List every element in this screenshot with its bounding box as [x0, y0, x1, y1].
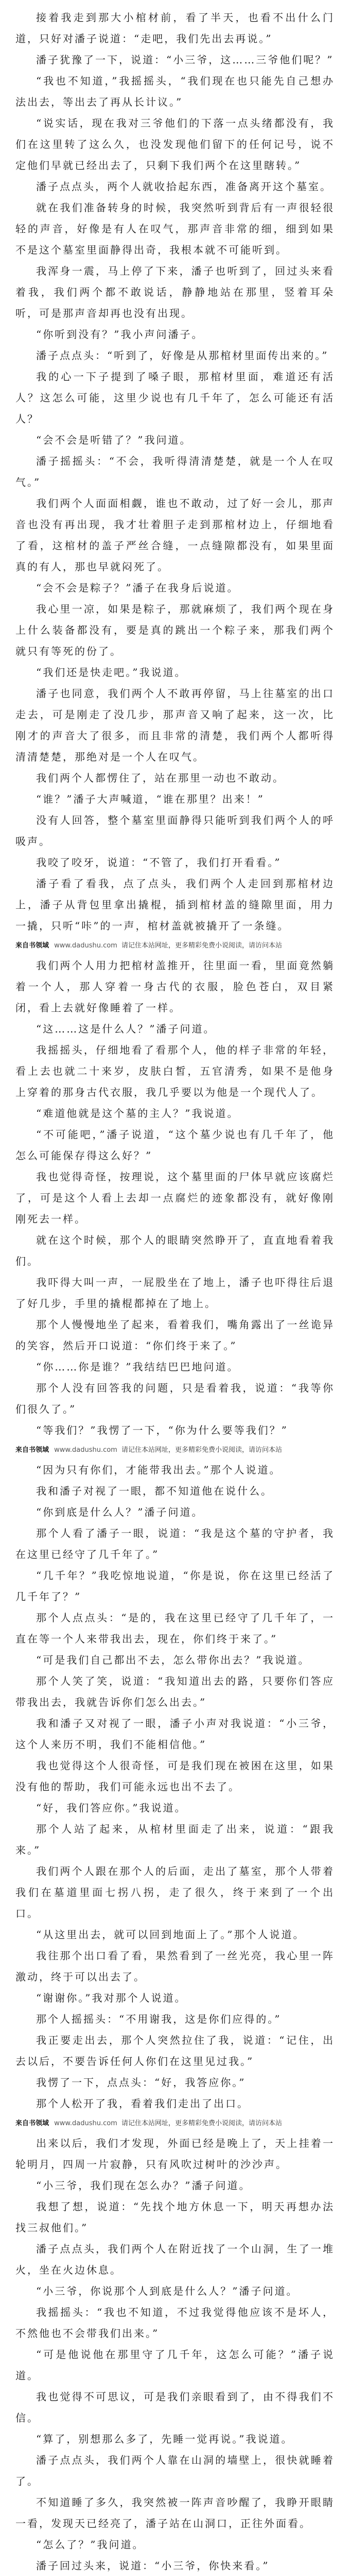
- paragraph: 我的心一下子提到了嗓子眼，那棺材里面，难道还有活人？这怎么可能，这里少说也有几千年了，怎么可能还有活人？: [15, 370, 335, 425]
- paragraph: “难道他就是这个墓的主人？”我说道。: [36, 1107, 239, 1120]
- paragraph: 潘子看了看我，点了点头，我们两个人走回到那棺材边上，潘子从背包里拿出撬棍，插到棺材盖的缝隙里面，用力一撬，只听“咔”的一声，棺材盖就被撬开了一条缝。: [15, 877, 335, 932]
- paragraph: 我和潘子对视了一眼，都不知道他在说什么。: [36, 1485, 273, 1497]
- paragraph: “我们还是快走吧。”我说道。: [36, 666, 187, 679]
- paragraph: 那个人站了起来，从棺材里面走了出来，说道：“跟我来。”: [15, 1823, 335, 1856]
- paragraph: 那个人看了潘子一眼，说道：“我是这个墓的守护者，我在这里已经守了几千年了。”: [15, 1527, 335, 1561]
- paragraph: 没有人回答，整个墓室里面静得只能听到我们两个人的呼吸声。: [15, 814, 335, 848]
- paragraph: “算了，别想那么多了，先睡一觉再说。”我说道。: [36, 2433, 293, 2445]
- paragraph: 我也觉得不可思议，可是我们亲眼看到了，由不得我们不信。: [15, 2391, 335, 2424]
- paragraph: “等我们？”我愣了一下，“你为什么要等我们？”: [36, 1424, 288, 1436]
- paragraph: “怎么了？”我问道。: [36, 2538, 145, 2551]
- site-banner[interactable]: [15, 1444, 335, 1456]
- paragraph: 那个人慢慢地坐了起来，看着我们，嘴角露出了一丝诡异的笑容，然后开口说道：“你们终于来了。”: [15, 1318, 335, 1352]
- paragraph: 潘子点点头，我们两个人在附近找了一个山洞，生了一堆火，坐在火边休息。: [15, 2243, 335, 2276]
- site-url[interactable]: www.dadushu.com: [54, 942, 117, 950]
- paragraph: 我也觉得这个人很奇怪，可是我们现在被困在这里，如果没有他的帮助，我们可能永远也出不去了。: [15, 1759, 335, 1793]
- paragraph: 我想了想，说道：“先找个地方休息一下，明天再想办法找三叔他们。”: [15, 2200, 335, 2234]
- paragraph: “谁？”潘子大声喊道，“谁在那里？出来！”: [36, 793, 265, 805]
- site-url[interactable]: www.dadushu.com: [54, 2120, 117, 2127]
- paragraph: “我也不知道，”我摇摇头，“我们现在也只能先自己想办法出去，等出去了再从长计议。”: [15, 75, 335, 108]
- paragraph: 我和潘子又对视了一眼，潘子小声对我说道：“小三爷，这个人来历不明，我们不能相信他。”: [15, 1717, 335, 1751]
- text-section-2: [15, 955, 335, 1441]
- site-name: 来自书领域: [15, 1446, 49, 1454]
- paragraph: “小三爷，你说那个人到底是什么人？”潘子问道。: [36, 2285, 299, 2297]
- paragraph: “可是我们自己都出不去，怎么带你出去？”我说道。: [36, 1654, 310, 1666]
- paragraph: 我们两个人跟在那个人的后面，走出了墓室，那个人带着我们在墓道里面七拐八拐，走了很久，终于来到了一个出口。: [15, 1865, 335, 1920]
- paragraph: “会不会是听错了？”我问道。: [36, 434, 192, 446]
- paragraph: 我心里一凉，如果是粽子，那就麻烦了，我们两个现在身上什么装备都没有，要是真的跳出一个粽子来，那我们两个就只有等死的份了。: [15, 603, 335, 657]
- paragraph: 潘子点点头：“听到了，好像是从那棺材里面传出来的。”: [36, 349, 329, 362]
- paragraph: “因为只有你们，才能带我出去。”那个人说道。: [36, 1464, 282, 1476]
- paragraph: 那个人没有回答我的问题，只是看着我，说道：“我等你们很久了。”: [15, 1382, 335, 1415]
- paragraph: “从这里出去，就可以回到地面上了。”那个人说道。: [36, 1928, 305, 1941]
- paragraph: “你听到没有？”我小声问潘子。: [36, 328, 204, 341]
- paragraph: “小三爷，我们现在怎么办？”潘子问道。: [36, 2179, 251, 2192]
- text-section-4: [15, 2133, 335, 2576]
- paragraph: “可是他说他在那里守了几千年，这怎么可能？”潘子说道。: [15, 2348, 335, 2382]
- paragraph: 接着我走到那大小棺材前，看了半天，也看不出什么门道，只好对潘子说道：“走吧，我们先出去再说。”: [15, 11, 335, 45]
- paragraph: 就在我们准备转身的时候，我突然听到背后有一声很轻很轻的声音，好像是有人在叹气，那声音非常的细，细到如果不是这个墓室里面静得出奇，我根本就不可能听到。: [15, 201, 335, 256]
- site-url[interactable]: www.dadushu.com: [54, 1446, 117, 1454]
- site-note: 请记住本站网址，更多精彩免费小说阅读，请访问本站: [121, 1446, 283, 1454]
- site-note: 请记住本站网址，更多精彩免费小说阅读，请访问本站: [121, 942, 283, 950]
- paragraph: 那个人笑了笑，说道：“我知道出去的路，只要你们答应带我出去，我就告诉你们怎么出去。”: [15, 1675, 335, 1708]
- site-note: 请记住本站网址，更多精彩免费小说阅读，请访问本站: [121, 2120, 283, 2127]
- paragraph: “会不会是粽子？”潘子在我身后说道。: [36, 582, 239, 594]
- paragraph: 我也觉得奇怪，按理说，这个墓里面的尸体早就应该腐烂了，可是这个人看上去却一点腐烂的迹象都没有，就好像刚刚死去一样。: [15, 1171, 335, 1225]
- paragraph: “你到底是什么人？”潘子问道。: [36, 1506, 204, 1518]
- paragraph: 潘子犹豫了一下，说道：“小三爷，这……三爷他们呢？”: [36, 54, 334, 66]
- paragraph: 我们两个人面面相觑，谁也不敢动，过了好一会儿，那声音也没有再出现，我才壮着胆子走到那棺材边上，仔细地看了看，这棺材的盖子严丝合缝，一点缝隙都没有，如果里面真的有人，那也早就闷死了。: [15, 497, 335, 573]
- paragraph: 不知道睡了多久，我突然被一阵声音吵醒了，我睁开眼睛一看，发现天已经亮了，潘子站在山洞口，正往外面看。: [15, 2496, 335, 2530]
- paragraph: 潘子点点头，我们两个人靠在山洞的墙壁上，很快就睡着了。: [15, 2454, 335, 2487]
- paragraph: “你……你是谁？”我结结巴巴地问道。: [36, 1361, 239, 1373]
- paragraph: 那个人摇摇头：“不用谢我，这是你们应得的。”: [36, 2013, 282, 2025]
- paragraph: 潘子摇摇头：“不会，我听得清清楚楚，就是一个人在叹气。”: [15, 455, 335, 488]
- paragraph: 我往那个出口看了看，果然看到了一丝光亮，我心里一阵激动，终于可以出去了。: [15, 1950, 335, 1983]
- paragraph: 我摇摇头：“我也不知道，不过我觉得他应该不是坏人，不然他也不会带我们出来。”: [15, 2306, 335, 2340]
- paragraph: “好，我们答应你。”我说道。: [36, 1802, 187, 1814]
- site-name: 来自书领域: [15, 942, 49, 950]
- paragraph: 潘子也同意，我们两个人不敢再停留，马上往墓室的出口走去，可是刚走了没几步，那声音又响了起来，这一次，比刚才的声音大了很多，而且非常的清楚，我们两个人都听得清清楚楚，那绝对是一个人在叹气。: [15, 687, 335, 763]
- paragraph: 我们两个人用力把棺材盖推开，往里面一看，里面竟然躺着一个人，那人穿着一身古代的衣服，脸色苍白，双目紧闭，看上去就好像睡着了一样。: [15, 959, 335, 1014]
- text-section-3: [15, 1460, 335, 2114]
- paragraph: “说实话，现在我对三爷他们的下落一点头绪都没有，我们在这里转了这么久，也没发现他们留下的任何记号，说不定他们早就已经出去了，只剩下我们两个在这里瞎转。”: [15, 117, 335, 172]
- paragraph: 我们两个人都愣住了，站在那里一动也不敢动。: [36, 772, 285, 784]
- paragraph: 我摇摇头，仔细地看了看那个人，他的样子非常的年轻，看上去也就二十来岁，皮肤白皙，五官清秀，如果不是他身上穿着的那身古代衣服，我几乎要以为他是一个现代人了。: [15, 1044, 335, 1098]
- paragraph: “几千年？”我吃惊地说道，“你是说，你在这里已经活了几千年了？”: [15, 1569, 335, 1603]
- paragraph: 出来以后，我们才发现，外面已经是晚上了，天上挂着一轮明月，四周一片寂静，只有风吹过树叶的沙沙声。: [15, 2137, 335, 2171]
- paragraph: “这……这是什么人？”潘子问道。: [36, 1023, 216, 1035]
- paragraph: 我愣了一下，点点头：“好，我答应你。”: [36, 2076, 246, 2089]
- paragraph: “不可能吧，”潘子说道，“这个墓少说也有几千年了，他怎么可能保存得这么好？”: [15, 1128, 335, 1162]
- paragraph: 我咬了咬牙，说道：“不管了，我们打开看看。”: [36, 856, 282, 869]
- site-banner[interactable]: [15, 2117, 335, 2130]
- site-name: 来自书领域: [15, 2120, 49, 2127]
- paragraph: 就在这个时候，那个人的眼睛突然睁开了，直直地看着我们。: [15, 1234, 335, 1267]
- text-section-1: [15, 7, 335, 937]
- paragraph: 我吓得大叫一声，一屁股坐在了地上，潘子也吓得往后退了好几步，手里的撬棍都掉在了地上。: [15, 1276, 335, 1310]
- paragraph: “谢谢你。”我对那个人说道。: [36, 1992, 187, 2004]
- paragraph: 那个人松开了我，看着我们走出了出口。: [36, 2097, 249, 2110]
- paragraph: 潘子点点头，两个人就收拾起东西，准备离开这个墓室。: [36, 180, 332, 193]
- paragraph: 那个人点点头：“是的，我在这里已经守了几千年了，一直在等一个人来带我出去，现在，你们终于来了。”: [15, 1612, 335, 1645]
- paragraph: 我浑身一震，马上停了下来，潘子也听到了，回过头来看着我，我们两个都不敢说话，静静地站在那里，竖着耳朵听，可是那声音却再也没有出现。: [15, 265, 335, 319]
- site-banner[interactable]: [15, 940, 335, 952]
- paragraph: 潘子回过头来，说道：“小三爷，你快来看。”: [36, 2560, 270, 2572]
- paragraph: 我正要走出去，那个人突然拉住了我，说道：“记住，出去以后，不要告诉任何人你们在这里见过我。”: [15, 2034, 335, 2067]
